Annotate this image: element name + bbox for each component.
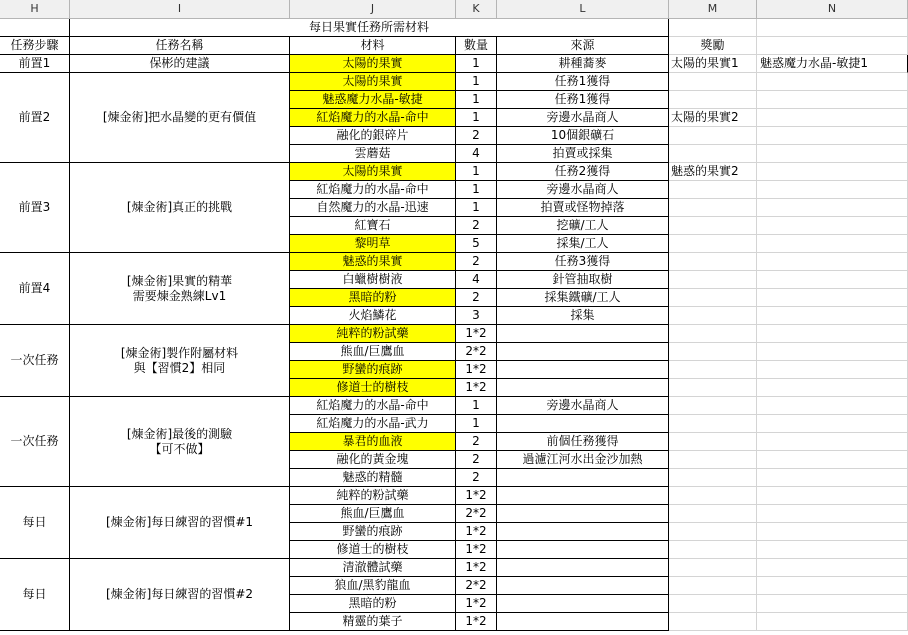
cell-empty[interactable]: [669, 271, 757, 289]
cell-empty[interactable]: [757, 505, 908, 523]
material-cell[interactable]: 純粹的粉試藥: [290, 325, 456, 343]
source-cell[interactable]: 旁邊水晶商人: [497, 397, 669, 415]
cell-empty[interactable]: [669, 145, 757, 163]
task-name[interactable]: [煉金術]把水晶變的更有價值: [70, 73, 290, 163]
cell-empty[interactable]: [757, 127, 908, 145]
material-cell[interactable]: 修道士的樹枝: [290, 541, 456, 559]
material-cell[interactable]: 野蠻的痕跡: [290, 523, 456, 541]
cell-empty[interactable]: [757, 289, 908, 307]
sheet-title[interactable]: 每日果實任務所需材料: [70, 19, 669, 37]
header-material[interactable]: 材料: [290, 37, 456, 55]
task-step[interactable]: 每日: [0, 559, 70, 631]
cell-empty[interactable]: [669, 469, 757, 487]
quantity-cell[interactable]: 2: [456, 127, 497, 145]
task-name[interactable]: [煉金術]真正的挑戰: [70, 163, 290, 253]
column-header-m[interactable]: M: [669, 0, 757, 19]
source-cell[interactable]: [497, 595, 669, 613]
quantity-cell[interactable]: 1: [456, 91, 497, 109]
material-cell[interactable]: 清澈體試藥: [290, 559, 456, 577]
material-cell[interactable]: 黎明草: [290, 235, 456, 253]
source-cell[interactable]: [497, 361, 669, 379]
reward-cell[interactable]: 魅惑的果實2: [669, 163, 757, 181]
quantity-cell[interactable]: 1: [456, 109, 497, 127]
cell-empty[interactable]: [669, 487, 757, 505]
task-name[interactable]: [煉金術]製作附屬材料 與【習慣2】相同: [70, 325, 290, 397]
cell-empty[interactable]: [757, 91, 908, 109]
cell-empty[interactable]: [669, 127, 757, 145]
cell-empty[interactable]: [669, 235, 757, 253]
cell-empty[interactable]: [757, 577, 908, 595]
cell-empty[interactable]: [757, 199, 908, 217]
cell-empty[interactable]: [669, 19, 757, 37]
cell-empty[interactable]: [757, 415, 908, 433]
material-cell[interactable]: 紅焰魔力的水晶-命中: [290, 181, 456, 199]
task-name[interactable]: [煉金術]每日練習的習慣#1: [70, 487, 290, 559]
cell-empty[interactable]: [757, 595, 908, 613]
cell-empty[interactable]: [757, 145, 908, 163]
source-cell[interactable]: 旁邊水晶商人: [497, 109, 669, 127]
source-cell[interactable]: [497, 541, 669, 559]
cell-empty[interactable]: [757, 217, 908, 235]
task-step[interactable]: 每日: [0, 487, 70, 559]
material-cell[interactable]: 熊血/巨鷹血: [290, 343, 456, 361]
material-cell[interactable]: 魅惑的精髓: [290, 469, 456, 487]
material-cell[interactable]: 紅焰魔力的水晶-命中: [290, 397, 456, 415]
cell-empty[interactable]: [669, 505, 757, 523]
quantity-cell[interactable]: 3: [456, 307, 497, 325]
header-step[interactable]: 任務步驟: [0, 37, 70, 55]
source-cell[interactable]: 採集: [497, 307, 669, 325]
cell-empty[interactable]: [757, 379, 908, 397]
cell-empty[interactable]: [669, 307, 757, 325]
reward-cell[interactable]: 太陽的果實1: [669, 55, 757, 73]
cell-empty[interactable]: [757, 541, 908, 559]
source-cell[interactable]: 拍賣或怪物掉落: [497, 199, 669, 217]
quantity-cell[interactable]: 1*2: [456, 613, 497, 631]
material-cell[interactable]: 熊血/巨鷹血: [290, 505, 456, 523]
source-cell[interactable]: 10個銀礦石: [497, 127, 669, 145]
quantity-cell[interactable]: 1: [456, 181, 497, 199]
quantity-cell[interactable]: 5: [456, 235, 497, 253]
source-cell[interactable]: 耕種蕎麥: [497, 55, 669, 73]
source-cell[interactable]: [497, 469, 669, 487]
source-cell[interactable]: 採集鐵礦/工人: [497, 289, 669, 307]
column-header-h[interactable]: H: [0, 0, 70, 19]
cell-empty[interactable]: [669, 181, 757, 199]
source-cell[interactable]: 任務1獲得: [497, 73, 669, 91]
material-cell[interactable]: 紅焰魔力的水晶-武力: [290, 415, 456, 433]
source-cell[interactable]: 採集/工人: [497, 235, 669, 253]
quantity-cell[interactable]: 1*2: [456, 523, 497, 541]
quantity-cell[interactable]: 1: [456, 163, 497, 181]
cell-empty[interactable]: [669, 577, 757, 595]
header-source[interactable]: 來源: [497, 37, 669, 55]
cell-empty[interactable]: [669, 91, 757, 109]
task-step[interactable]: 前置2: [0, 73, 70, 163]
quantity-cell[interactable]: 1*2: [456, 361, 497, 379]
source-cell[interactable]: 挖礦/工人: [497, 217, 669, 235]
task-step[interactable]: 一次任務: [0, 325, 70, 397]
material-cell[interactable]: 紅寶石: [290, 217, 456, 235]
quantity-cell[interactable]: 2*2: [456, 577, 497, 595]
cell-empty[interactable]: [757, 559, 908, 577]
quantity-cell[interactable]: 4: [456, 145, 497, 163]
source-cell[interactable]: [497, 379, 669, 397]
cell-empty[interactable]: [669, 523, 757, 541]
source-cell[interactable]: 任務2獲得: [497, 163, 669, 181]
source-cell[interactable]: [497, 325, 669, 343]
material-cell[interactable]: 紅焰魔力的水晶-命中: [290, 109, 456, 127]
quantity-cell[interactable]: 1*2: [456, 541, 497, 559]
task-step[interactable]: 前置3: [0, 163, 70, 253]
cell-empty[interactable]: [669, 289, 757, 307]
quantity-cell[interactable]: 4: [456, 271, 497, 289]
material-cell[interactable]: 修道士的樹枝: [290, 379, 456, 397]
task-name[interactable]: [煉金術]果實的精華 需要煉金熟練Lv1: [70, 253, 290, 325]
cell-empty[interactable]: [757, 37, 908, 55]
cell-empty[interactable]: [669, 613, 757, 631]
cell-empty[interactable]: [757, 73, 908, 91]
cell-empty[interactable]: [669, 253, 757, 271]
reward-extra-cell[interactable]: 魅惑魔力水晶-敏捷1: [757, 55, 908, 73]
cell-empty[interactable]: [669, 361, 757, 379]
source-cell[interactable]: [497, 577, 669, 595]
quantity-cell[interactable]: 1*2: [456, 379, 497, 397]
material-cell[interactable]: 魅惑的果實: [290, 253, 456, 271]
material-cell[interactable]: 太陽的果實: [290, 55, 456, 73]
header-reward[interactable]: 獎勵: [669, 37, 757, 55]
material-cell[interactable]: 白蠟樹樹液: [290, 271, 456, 289]
source-cell[interactable]: [497, 613, 669, 631]
source-cell[interactable]: [497, 559, 669, 577]
task-step[interactable]: 前置1: [0, 55, 70, 73]
material-cell[interactable]: 火焰鱗花: [290, 307, 456, 325]
source-cell[interactable]: 過濾江河水出金沙加熱: [497, 451, 669, 469]
material-cell[interactable]: 太陽的果實: [290, 73, 456, 91]
cell-empty[interactable]: [757, 451, 908, 469]
material-cell[interactable]: 融化的黃金塊: [290, 451, 456, 469]
cell-empty[interactable]: [669, 433, 757, 451]
reward-cell[interactable]: 太陽的果實2: [669, 109, 757, 127]
quantity-cell[interactable]: 1*2: [456, 487, 497, 505]
cell-empty[interactable]: [757, 361, 908, 379]
material-cell[interactable]: 精靈的葉子: [290, 613, 456, 631]
cell-empty[interactable]: [757, 469, 908, 487]
source-cell[interactable]: [497, 505, 669, 523]
material-cell[interactable]: 融化的銀碎片: [290, 127, 456, 145]
source-cell[interactable]: [497, 523, 669, 541]
cell-empty[interactable]: [669, 379, 757, 397]
column-header-n[interactable]: N: [757, 0, 908, 19]
material-cell[interactable]: 魅惑魔力水晶-敏捷: [290, 91, 456, 109]
cell-empty[interactable]: [669, 217, 757, 235]
column-header-l[interactable]: L: [497, 0, 669, 19]
quantity-cell[interactable]: 2: [456, 451, 497, 469]
task-name[interactable]: 保彬的建議: [70, 55, 290, 73]
cell-empty[interactable]: [669, 343, 757, 361]
quantity-cell[interactable]: 1: [456, 199, 497, 217]
cell-empty[interactable]: [757, 397, 908, 415]
quantity-cell[interactable]: 1: [456, 55, 497, 73]
cell-empty[interactable]: [757, 253, 908, 271]
material-cell[interactable]: 自然魔力的水晶-迅速: [290, 199, 456, 217]
cell-empty[interactable]: [757, 307, 908, 325]
cell-empty[interactable]: [669, 541, 757, 559]
header-qty[interactable]: 數量: [456, 37, 497, 55]
quantity-cell[interactable]: 1: [456, 397, 497, 415]
cell-empty[interactable]: [669, 397, 757, 415]
cell-empty[interactable]: [757, 325, 908, 343]
cell-empty[interactable]: [669, 199, 757, 217]
quantity-cell[interactable]: 1*2: [456, 325, 497, 343]
cell-empty[interactable]: [757, 487, 908, 505]
source-cell[interactable]: 針管抽取樹: [497, 271, 669, 289]
material-cell[interactable]: 黑暗的粉: [290, 595, 456, 613]
material-cell[interactable]: 雲蘑菇: [290, 145, 456, 163]
quantity-cell[interactable]: 2: [456, 217, 497, 235]
quantity-cell[interactable]: 1*2: [456, 559, 497, 577]
cell-empty[interactable]: [0, 19, 70, 37]
cell-empty[interactable]: [757, 181, 908, 199]
task-step[interactable]: 前置4: [0, 253, 70, 325]
task-step[interactable]: 一次任務: [0, 397, 70, 487]
cell-empty[interactable]: [757, 343, 908, 361]
material-cell[interactable]: 黑暗的粉: [290, 289, 456, 307]
cell-empty[interactable]: [669, 595, 757, 613]
header-name[interactable]: 任務名稱: [70, 37, 290, 55]
task-name[interactable]: [煉金術]最後的測驗 【可不做】: [70, 397, 290, 487]
source-cell[interactable]: 任務1獲得: [497, 91, 669, 109]
source-cell[interactable]: 前個任務獲得: [497, 433, 669, 451]
cell-empty[interactable]: [757, 235, 908, 253]
cell-empty[interactable]: [669, 451, 757, 469]
column-header-k[interactable]: K: [456, 0, 497, 19]
cell-empty[interactable]: [757, 271, 908, 289]
cell-empty[interactable]: [757, 433, 908, 451]
quantity-cell[interactable]: 1: [456, 73, 497, 91]
material-cell[interactable]: 太陽的果實: [290, 163, 456, 181]
quantity-cell[interactable]: 1: [456, 415, 497, 433]
cell-empty[interactable]: [757, 523, 908, 541]
column-header-i[interactable]: I: [70, 0, 290, 19]
cell-empty[interactable]: [757, 109, 908, 127]
quantity-cell[interactable]: 2*2: [456, 505, 497, 523]
quantity-cell[interactable]: 1*2: [456, 595, 497, 613]
cell-empty[interactable]: [669, 559, 757, 577]
quantity-cell[interactable]: 2: [456, 253, 497, 271]
cell-empty[interactable]: [669, 73, 757, 91]
source-cell[interactable]: [497, 487, 669, 505]
material-cell[interactable]: 純粹的粉試藥: [290, 487, 456, 505]
material-cell[interactable]: 野蠻的痕跡: [290, 361, 456, 379]
source-cell[interactable]: [497, 343, 669, 361]
material-cell[interactable]: 暴君的血液: [290, 433, 456, 451]
task-name[interactable]: [煉金術]每日練習的習慣#2: [70, 559, 290, 631]
quantity-cell[interactable]: 2: [456, 469, 497, 487]
column-header-j[interactable]: J: [290, 0, 456, 19]
source-cell[interactable]: [497, 415, 669, 433]
quantity-cell[interactable]: 2: [456, 433, 497, 451]
source-cell[interactable]: 任務3獲得: [497, 253, 669, 271]
source-cell[interactable]: 拍賣或採集: [497, 145, 669, 163]
cell-empty[interactable]: [757, 163, 908, 181]
cell-empty[interactable]: [669, 325, 757, 343]
source-cell[interactable]: 旁邊水晶商人: [497, 181, 669, 199]
quantity-cell[interactable]: 2*2: [456, 343, 497, 361]
quantity-cell[interactable]: 2: [456, 289, 497, 307]
cell-empty[interactable]: [757, 19, 908, 37]
cell-empty[interactable]: [757, 613, 908, 631]
cell-empty[interactable]: [669, 415, 757, 433]
material-cell[interactable]: 狼血/黑豹龍血: [290, 577, 456, 595]
